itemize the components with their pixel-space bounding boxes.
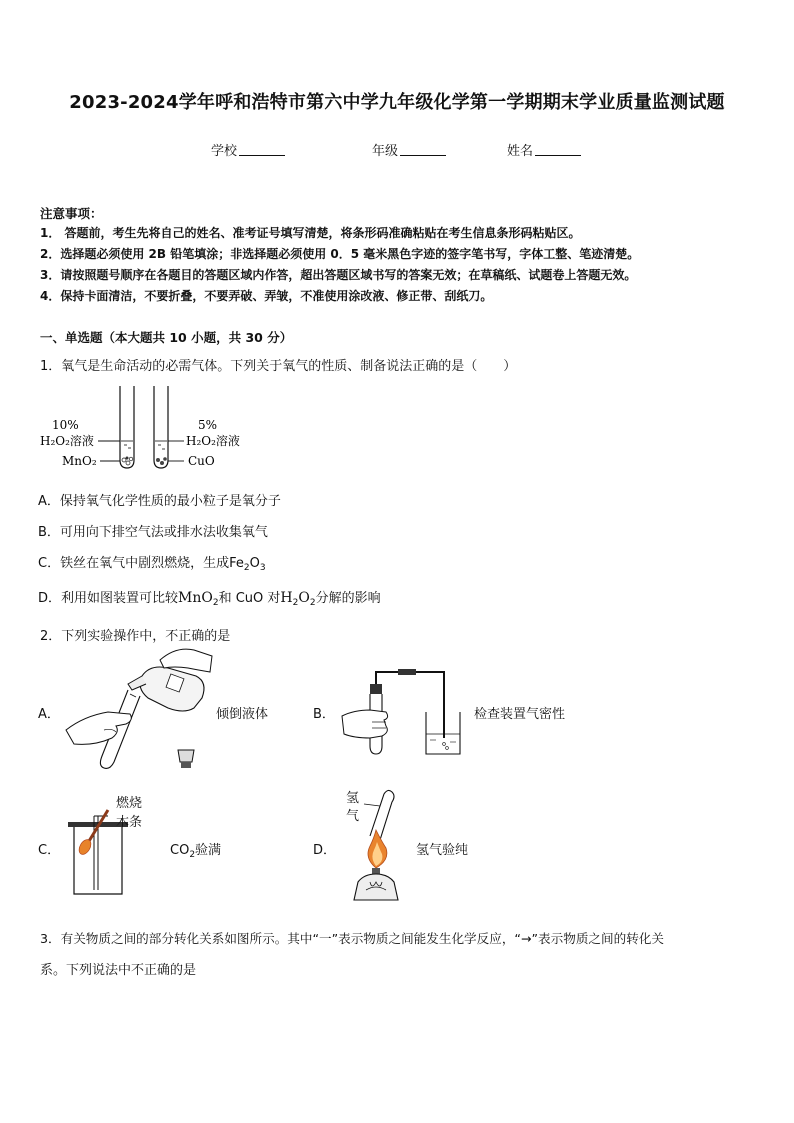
q2-option-c-label [170, 839, 221, 860]
q2-option-b-label: 检查装置气密性 [474, 707, 566, 722]
school-blank [239, 143, 285, 156]
q2-option-b-letter: B． [313, 707, 335, 722]
q1-option-b: B．可用向下排空气法或排水法收集氧气 [38, 525, 268, 540]
q1-stem: 1．氧气是生命活动的必需气体。下列关于氧气的性质、制备说法正确的是（ ） [40, 359, 517, 374]
page-title: 2023-2024学年呼和浩特市第六中学九年级化学第一学期期末学业质量监测试题 [69, 92, 725, 113]
notes-heading: 注意事项： [40, 206, 103, 221]
q1-option-d-text: D．利用如图装置可比较 [38, 591, 179, 606]
grade-field [372, 140, 446, 159]
formula: H [280, 590, 293, 606]
caption-line: 燃烧 [116, 796, 143, 811]
caption-line: 木条 [116, 815, 143, 830]
right-catalyst-label: CuO [188, 454, 215, 468]
left-solution-label: H₂O₂溶液 [40, 434, 94, 448]
name-field [507, 140, 581, 159]
c-label-text: CO [170, 843, 190, 858]
q2-stem: 2．下列实验操作中，不正确的是 [40, 629, 231, 644]
section-heading: 一、单选题（本大题共 10 小题，共 30 分） [40, 330, 293, 345]
co2-test-figure [64, 794, 164, 898]
q1-option-d-suffix: 分解的影响 [315, 591, 381, 606]
pouring-liquid-figure [64, 646, 214, 772]
grade-blank [400, 143, 446, 156]
q1-option-a: A．保持氧气化学性质的最小粒子是氧分子 [38, 494, 281, 509]
c-label-sub: 2 [189, 850, 196, 860]
left-catalyst-label: MnO₂ [62, 454, 97, 468]
right-conc-label: 5% [198, 418, 218, 432]
caption-line: 气 [346, 809, 360, 824]
name-blank [535, 143, 581, 156]
school-field [211, 140, 285, 159]
q2-option-a-label: 倾倒液体 [216, 707, 269, 722]
q2-option-c-caption [116, 794, 142, 832]
q1-option-c [38, 552, 266, 573]
formula: O [298, 590, 310, 606]
right-solution-label: H₂O₂溶液 [186, 434, 240, 448]
q1-option-c-mid: O [249, 556, 260, 571]
formula: MnO [178, 590, 213, 606]
q1-option-c-text: C．铁丝在氧气中剧烈燃烧，生成Fe [38, 556, 244, 571]
airtightness-figure [340, 666, 470, 762]
q1-figure [38, 384, 258, 474]
school-label: 学校 [211, 144, 238, 159]
note-item: 2．选择题必须使用 2B 铅笔填涂；非选择题必须使用 0．5 毫米黑色字迹的签字笔书写，字体工整、笔迹清楚。 [40, 247, 640, 261]
q2-option-c-letter: C． [38, 843, 61, 858]
grade-label: 年级 [372, 144, 399, 159]
q3-stem-line2: 系。下列说法中不正确的是 [40, 963, 197, 978]
c-label-suffix: 验满 [195, 843, 222, 858]
caption-line: 氢 [346, 791, 360, 806]
q2-option-d-letter: D． [313, 843, 337, 858]
q2-option-a-letter: A． [38, 707, 60, 722]
formula-sub: 2 [212, 598, 219, 608]
note-item: 3．请按照题号顺序在各题目的答题区域内作答，超出答题区域书写的答案无效；在草稿纸、试题卷上答题无效。 [40, 268, 637, 282]
formula-sub: 2 [292, 598, 299, 608]
note-item: 4．保持卡面清洁，不要折叠，不要弄破、弄皱，不准使用涂改液、修正带、刮纸刀。 [40, 289, 493, 303]
name-label: 姓名 [507, 144, 534, 159]
note-item: 1． 答题前，考生先将自己的姓名、准考证号填写清楚，将条形码准确粘贴在考生信息条形码粘贴区。 [40, 226, 581, 240]
q1-option-d-mid: 和 CuO 对 [218, 591, 281, 606]
q3-stem-line1: 3．有关物质之间的部分转化关系如图所示。其中“一”表示物质之间能发生化学反应，“→”表示物质之间的转化关 [40, 931, 664, 946]
q1-option-c-sub: 2 [243, 563, 250, 573]
left-conc-label: 10% [52, 418, 79, 432]
formula-sub: 2 [309, 598, 316, 608]
hydrogen-test-figure [340, 786, 416, 902]
q2-option-d-label: 氢气验纯 [416, 843, 469, 858]
q1-option-c-sub: 3 [259, 563, 266, 573]
q1-option-d [38, 587, 381, 608]
